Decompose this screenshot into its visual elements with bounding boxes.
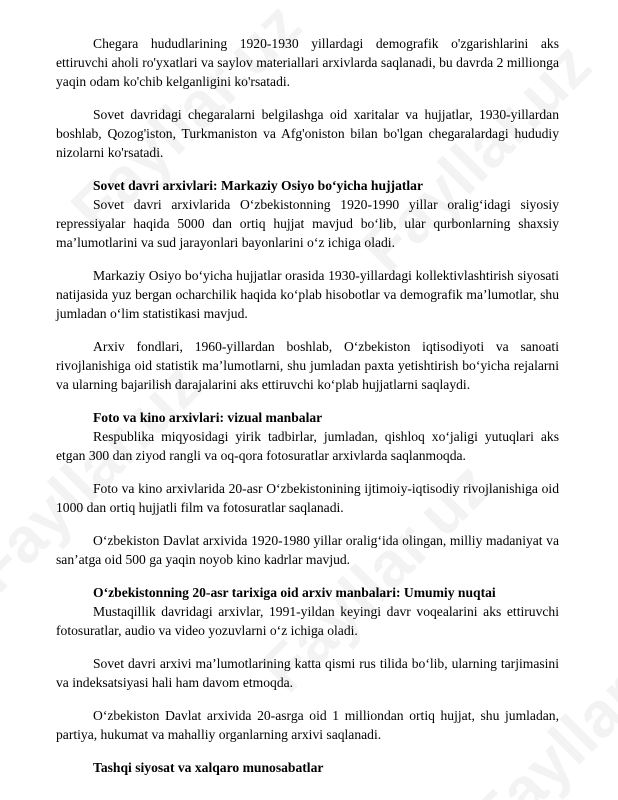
paragraph: Sovet davridagi chegaralarni belgilashga oid xaritalar va hujjatlar, 1930-yillardan boshlab, Qozog'iston, Turkmaniston va Afg'oniston bilan bo'lgan chegaralardagi hududiy nizolarni ko'rsatadi. (56, 107, 559, 160)
section-heading: Sovet davri arxivlari: Markaziy Osiyo bo‘yicha hujjatlar (93, 178, 423, 193)
paragraph: O‘zbekiston Davlat arxivida 1920-1980 yillar oralig‘ida olingan, milliy madaniyat va san’atga oid 500 ga yaqin noyob kino kadrlar mavjud. (56, 533, 559, 567)
paragraph: Respublika miqyosidagi yirik tadbirlar, jumladan, qishloq xo‘jaligi yutuqlari aks etgan 300 dan ziyod rangli va oq-qora fotosuratlar arxivlarda saqlanmoqda. (56, 429, 559, 463)
section-heading: Foto va kino arxivlari: vizual manbalar (93, 410, 323, 425)
paragraph: O‘zbekiston Davlat arxivida 20-asrga oid 1 milliondan ortiq hujjat, shu jumladan, partiya, hukumat va mahalliy organlarning arxivi saqlanadi. (56, 708, 559, 742)
paragraph: Sovet davri arxivi ma’lumotlarining katta qismi rus tilida bo‘lib, ularning tarjimasini va indeksatsiyasi hali ham davom etmoqda. (56, 656, 559, 690)
document-body (56, 34, 559, 777)
section-heading: Tashqi siyosat va xalqaro munosabatlar (93, 760, 324, 775)
paragraph: Sovet davri arxivlarida O‘zbekistonning 1920-1990 yillar oralig‘idagi siyosiy repressiyalar haqida 5000 dan ortiq hujjat mavjud bo‘lib, ular qurbonlarning shaxsiy ma’lumotlarini va sud jarayonlari bayonlarini o‘z ichiga oladi. (56, 197, 559, 250)
paragraph: Markaziy Osiyo bo‘yicha hujjatlar orasida 1930-yillardagi kollektivlashtirish siyosati natijasida yuz bergan ocharchilik haqida ko‘plab hisobotlar va demografik ma’lumotlar, shu jumladan o‘lim statistikasi mavjud. (56, 268, 559, 321)
paragraph: Mustaqillik davridagi arxivlar, 1991-yildan keyingi davr voqealarini aks ettiruvchi fotosuratlar, audio va video yozuvlarni o‘z ichiga oladi. (56, 604, 559, 638)
section-heading: O‘zbekistonning 20-asr tarixiga oid arxiv manbalari: Umumiy nuqtai (93, 585, 496, 600)
paragraph: Foto va kino arxivlarida 20-asr O‘zbekistonining ijtimoiy-iqtisodiy rivojlanishiga oid 1000 dan ortiq hujjatli film va fotosuratlar saqlanadi. (56, 481, 559, 515)
paragraph: Arxiv fondlari, 1960-yillardan boshlab, O‘zbekiston iqtisodiyoti va sanoati rivojlanishiga oid statistik ma’lumotlarni, shu jumladan paxta yetishtirish bo‘yicha rejalarni va ularning bajarilish darajalarini aks ettiruvchi ko‘plab hujjatlarni saqlaydi. (56, 339, 559, 392)
paragraph: Chegara hududlarining 1920-1930 yillardagi demografik o'zgarishlarini aks ettiruvchi aholi ro'yxatlari va saylov materiallari arxivlarda saqlanadi, bu davrda 2 millionga yaqin odam ko'chib kelganligini ko'rsatadi. (56, 36, 559, 89)
